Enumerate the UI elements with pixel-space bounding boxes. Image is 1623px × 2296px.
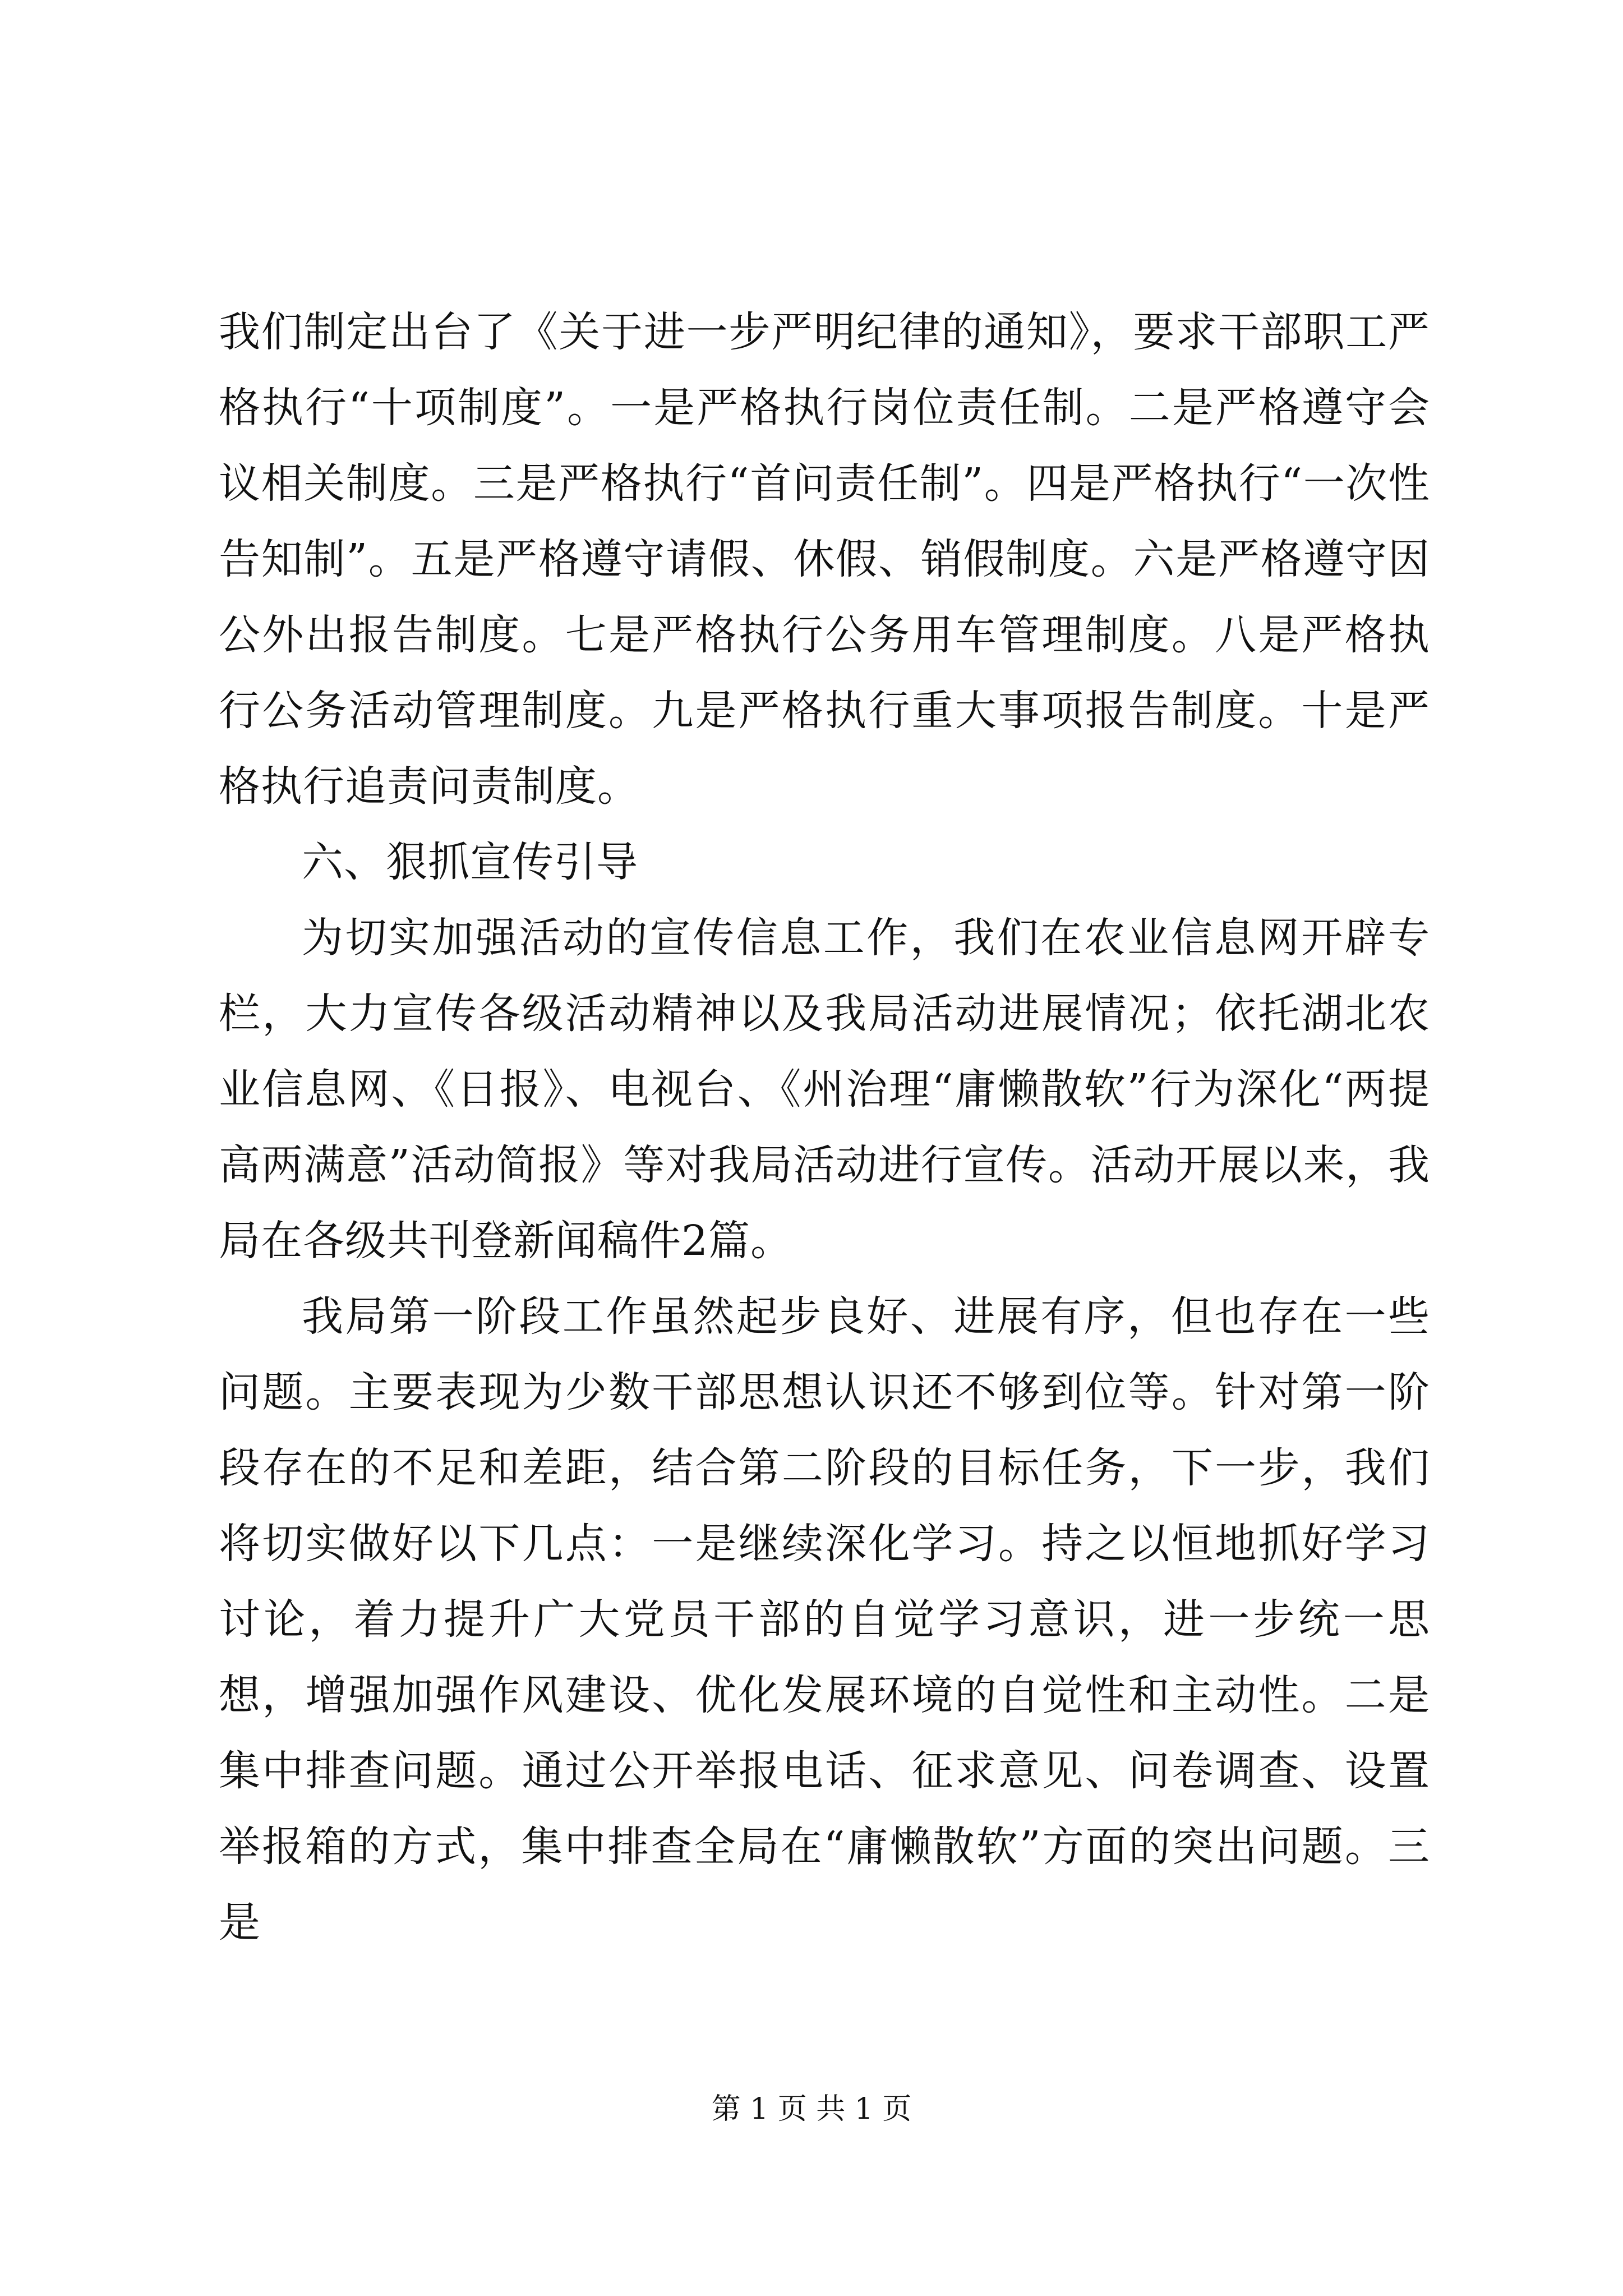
paragraph-continuation: 我们制定出台了《关于进一步严明纪律的通知》，要求干部职工严格执行“十项制度”。一是严格执行岗位责任制。二是严格遵守会议相关制度。三是严格执行“首问责任制”。四是严格执行“一次性告知制”。五是严格遵守请假、休假、销假制度。六是严格遵守因公外出报告制度。七是严格执行公务用车管理制度。八是严格执行公务活动管理制度。九是严格执行重大事项报告制度。十是严格执行追责问责制度。 [219, 308, 1430, 811]
document-body [219, 295, 1430, 1961]
section-heading: 六、狠抓宣传引导 [302, 838, 638, 886]
paragraph-next-steps: 我局第一阶段工作虽然起步良好、进展有序，但也存在一些问题。主要表现为少数干部思想认识还不够到位等。针对第一阶段存在的不足和差距，结合第二阶段的目标任务，下一步，我们将切实做好以下几点：一是继续深化学习。持之以恒地抓好学习讨论，着力提升广大党员干部的自觉学习意识，进一步统一思想，增强加强作风建设、优化发展环境的自觉性和主动性。二是集中排查问题。通过公开举报电话、征求意见、问卷调查、设置举报箱的方式，集中排查全局在“庸懒散软”方面的突出问题。三是 [219, 1292, 1430, 1947]
paragraph-publicity: 为切实加强活动的宣传信息工作，我们在农业信息网开辟专栏，大力宣传各级活动精神以及我局活动进展情况；依托湖北农业信息网、《日报》、电视台、《州治理“庸懒散软”行为深化“两提高两满意”活动简报》等对我局活动进行宣传。活动开展以来，我局在各级共刊登新闻稿件2篇。 [219, 914, 1430, 1265]
page-footer: 第 1 页 共 1 页 [711, 2092, 912, 2126]
